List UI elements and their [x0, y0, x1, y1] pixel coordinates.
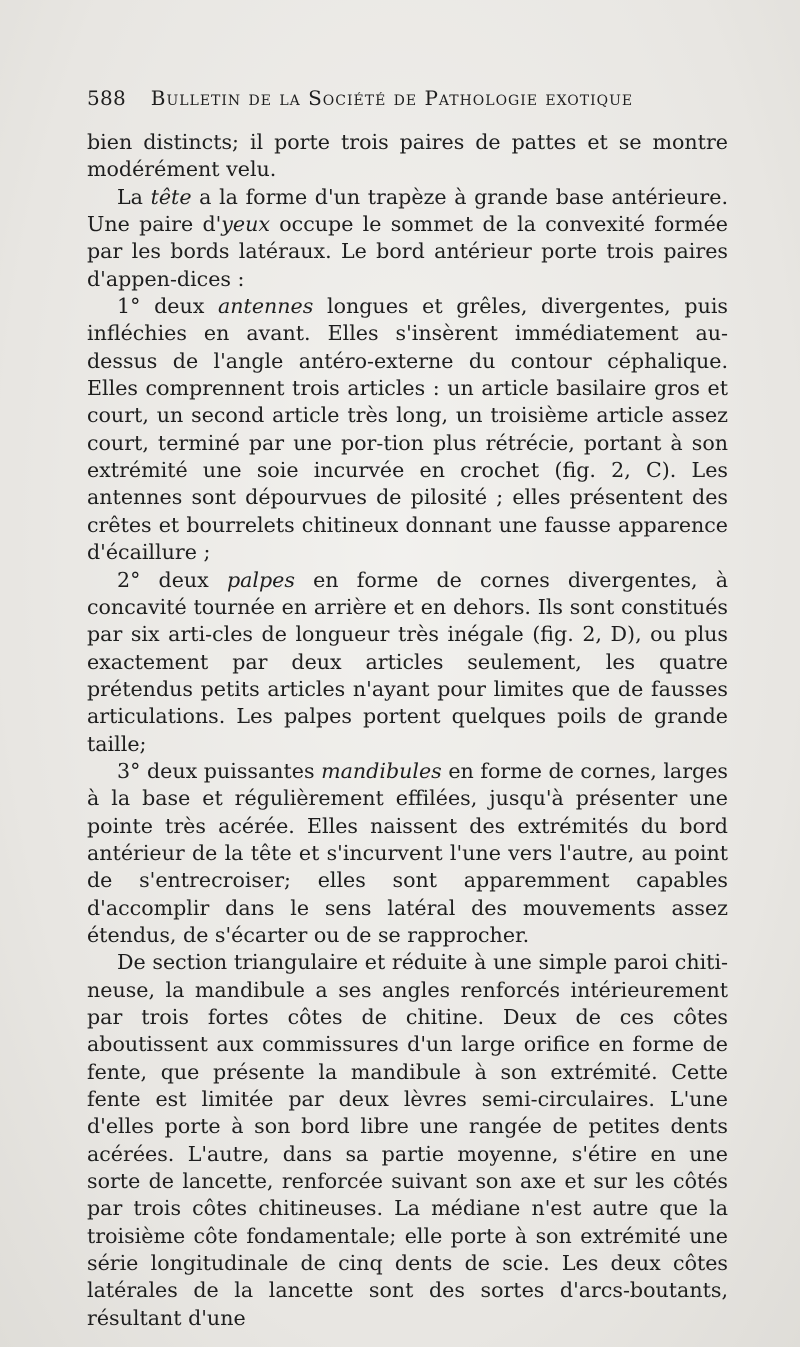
text-run: occupe le sommet de la convexité formée par les bords latéraux. Le bord antérieur porte trois paires d'appen-dices :: [87, 212, 728, 291]
body-text: [87, 129, 728, 1332]
paragraph: [87, 293, 728, 566]
text-run: en forme de cornes divergentes, à concavité tournée en arrière et en dehors. Ils sont constitués par six arti-cles de longueur très inégale (fig. 2, D), ou plus exactement par deux articles seulement, les quatre prétendus petits articles n'ayant pour limites que de fausses articulations. Les palpes portent quelques poils de grande taille;: [87, 567, 728, 756]
text-run: 3° deux puissantes: [117, 758, 322, 783]
italic-term: mandibules: [321, 758, 442, 783]
paragraph: [87, 567, 728, 758]
running-header: [87, 86, 727, 110]
paragraph: [87, 129, 728, 184]
paragraph: [87, 949, 728, 1332]
text-run: De section triangulaire et réduite à une simple paroi chiti-neuse, la mandibule a ses angles renforcés intérieurement par trois fortes côtes de chitine. Deux de ces côtes aboutissent aux commissures d'un large orifice en forme de fente, que présente la mandibule à son extrémité. Cette fente est limitée par deux lèvres semi-circulaires. L'une d'elles porte à son bord libre une rangée de petites dents acérées. L'autre, dans sa partie moyenne, s'étire en une sorte de lancette, renforcée suivant son axe et sur les côtés par trois côtes chitineuses. La médiane n'est autre que la troisième côte fondamentale; elle porte à son extrémité une série longitudinale de cinq dents de scie. Les deux côtes latérales de la lancette sont des sortes d'arcs-boutants, résultant d'une: [87, 950, 728, 1330]
text-run: en forme de cornes, larges à la base et régulièrement effilées, jusqu'à présenter une pointe très acérée. Elles naissent des extrémités du bord antérieur de la tête et s'incurvent l'une vers l'autre, au point de s'entrecroiser; elles sont apparemment capables d'accomplir dans le sens latéral des mouvements assez étendus, de s'écarter ou de se rapprocher.: [87, 758, 728, 947]
paragraph: [87, 758, 728, 949]
text-run: La: [117, 184, 151, 209]
text-run: 1° deux: [117, 294, 219, 319]
text-run: 2° deux: [117, 567, 227, 592]
text-run: longues et grêles, divergentes, puis infléchies en avant. Elles s'insèrent immédiatement au-dessus de l'angle antéro-externe du contour céphalique. Elles comprennent trois articles : un article basilaire gros et court, un second article très long, un troisième article assez court, terminé par une por-tion plus rétrécie, portant à son extrémité une soie incurvée en crochet (fig. 2, C). Les antennes sont dépourvues de pilosité ; elles présentent des crêtes et bourrelets chitineux donnant une fausse apparence d'écaillure ;: [87, 294, 728, 565]
text-run: bien distincts; il porte trois paires de pattes et se montre modérément velu.: [87, 130, 728, 182]
italic-term: antennes: [218, 294, 314, 319]
paragraph: [87, 184, 728, 293]
journal-title: Bulletin de la Société de Pathologie exotique: [150, 86, 634, 110]
text-run: a la forme d'un trapèze à grande base antérieure. Une paire d': [87, 184, 728, 237]
page-number: 588: [87, 86, 127, 110]
italic-term: yeux: [221, 212, 270, 237]
italic-term: tête: [150, 184, 192, 209]
italic-term: palpes: [226, 567, 295, 592]
